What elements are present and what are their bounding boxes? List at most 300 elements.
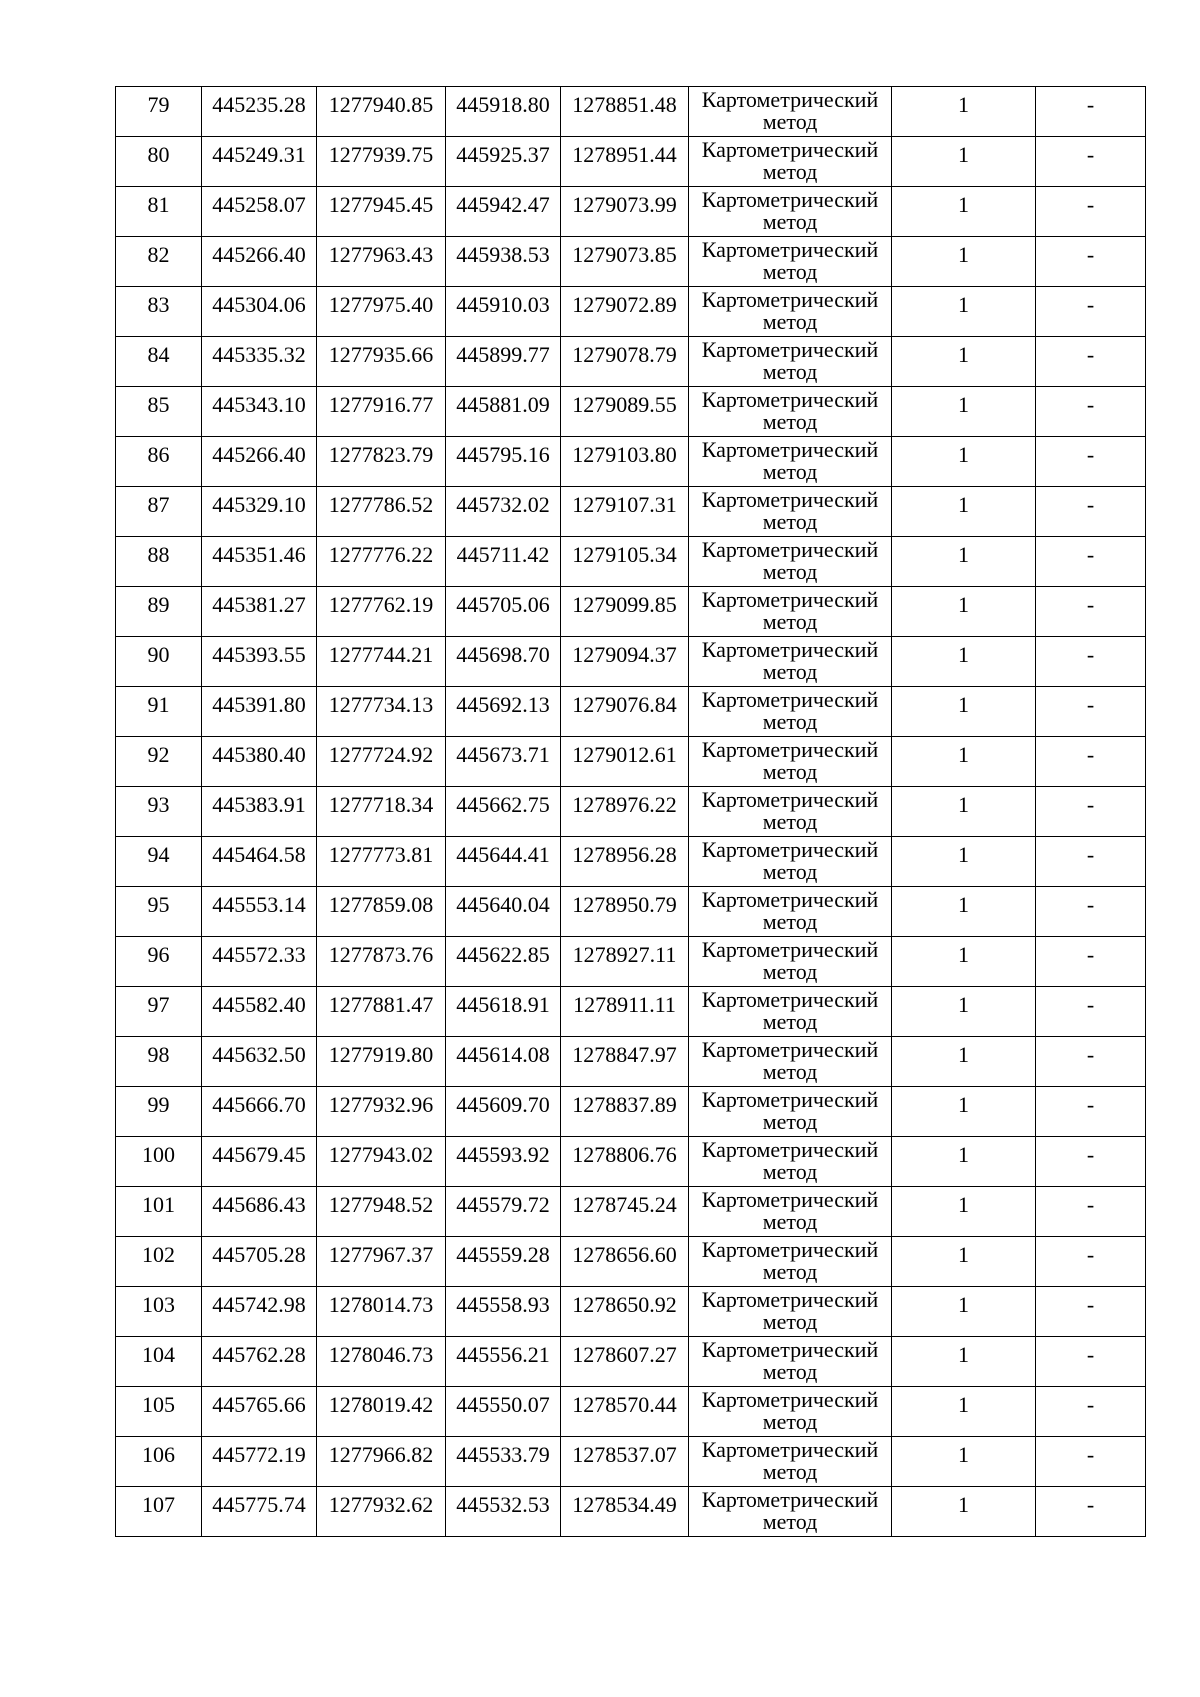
method-line-1: Картометрический (701, 737, 879, 762)
x-new-cell (446, 1487, 561, 1537)
y-existing-cell (317, 737, 446, 787)
method-line-2: метод (762, 611, 818, 633)
method-line-1: Картометрический (701, 337, 879, 362)
accuracy-value: 1 (958, 942, 969, 967)
y-new-cell (561, 1287, 689, 1337)
y-existing-cell (317, 187, 446, 237)
method-text (689, 987, 891, 1033)
method-line-1: Картометрический (701, 87, 879, 112)
method-line-2: метод (762, 661, 818, 683)
method-text (689, 587, 891, 633)
x-new-cell (446, 1337, 561, 1387)
method-line-2: метод (762, 1311, 818, 1333)
y-new-value: 1279099.85 (572, 592, 677, 617)
point-number-cell (116, 1337, 202, 1387)
accuracy-cell (892, 287, 1036, 337)
x-new-value: 445795.16 (456, 442, 550, 467)
method-line-2: метод (762, 361, 818, 383)
point-number-cell (116, 87, 202, 137)
method-text (689, 337, 891, 383)
x-existing-cell (202, 1387, 317, 1437)
y-existing-cell (317, 937, 446, 987)
method-text (689, 1237, 891, 1283)
accuracy-value: 1 (958, 342, 969, 367)
point-number-value: 99 (147, 1092, 170, 1117)
method-text (689, 637, 891, 683)
note-cell (1036, 387, 1146, 437)
y-existing-cell (317, 1237, 446, 1287)
y-existing-value: 1277734.13 (328, 692, 434, 717)
method-line-1: Картометрический (701, 937, 879, 962)
y-existing-value: 1277881.47 (328, 992, 434, 1017)
point-number-cell (116, 837, 202, 887)
point-number-cell (116, 1287, 202, 1337)
point-number-value: 86 (147, 442, 170, 467)
y-existing-cell (317, 1287, 446, 1337)
x-new-cell (446, 1187, 561, 1237)
y-new-cell (561, 387, 689, 437)
x-existing-value: 445775.74 (212, 1492, 306, 1517)
x-existing-value: 445266.40 (212, 442, 306, 467)
method-text (689, 137, 891, 183)
note-cell (1036, 1137, 1146, 1187)
y-new-value: 1278956.28 (572, 842, 677, 867)
x-new-value: 445558.93 (456, 1292, 550, 1317)
point-number-value: 83 (147, 292, 170, 317)
x-existing-value: 445742.98 (212, 1292, 306, 1317)
accuracy-cell (892, 237, 1036, 287)
point-number-cell (116, 787, 202, 837)
method-line-1: Картометрический (701, 1337, 879, 1362)
x-existing-value: 445632.50 (212, 1042, 306, 1067)
note-cell (1036, 1437, 1146, 1487)
note-cell (1036, 937, 1146, 987)
x-existing-value: 445772.19 (212, 1442, 306, 1467)
accuracy-cell (892, 1087, 1036, 1137)
method-cell (689, 737, 892, 787)
note-cell (1036, 337, 1146, 387)
x-existing-cell (202, 387, 317, 437)
point-number-cell (116, 1237, 202, 1287)
x-new-value: 445711.42 (456, 542, 550, 567)
y-existing-value: 1277718.34 (328, 792, 434, 817)
note-value: - (1086, 692, 1095, 717)
note-value: - (1086, 292, 1095, 317)
x-existing-value: 445258.07 (212, 192, 306, 217)
x-new-cell (446, 437, 561, 487)
accuracy-cell (892, 787, 1036, 837)
x-new-cell (446, 537, 561, 587)
method-text (689, 1087, 891, 1133)
x-new-cell (446, 987, 561, 1037)
y-new-cell (561, 837, 689, 887)
point-number-cell (116, 237, 202, 287)
x-new-value: 445925.37 (456, 142, 550, 167)
y-new-value: 1278927.11 (572, 942, 677, 967)
note-value: - (1086, 742, 1095, 767)
accuracy-value: 1 (958, 192, 969, 217)
y-existing-cell (317, 987, 446, 1037)
y-new-value: 1278950.79 (572, 892, 677, 917)
x-new-cell (446, 337, 561, 387)
point-number-value: 85 (147, 392, 170, 417)
method-cell (689, 1287, 892, 1337)
x-new-cell (446, 687, 561, 737)
x-new-value: 445732.02 (456, 492, 550, 517)
y-existing-cell (317, 287, 446, 337)
x-existing-cell (202, 137, 317, 187)
point-number-cell (116, 737, 202, 787)
method-text (689, 1137, 891, 1183)
y-existing-value: 1277873.76 (328, 942, 434, 967)
x-existing-value: 445679.45 (212, 1142, 306, 1167)
x-existing-cell (202, 537, 317, 587)
table-row (116, 887, 1146, 937)
x-new-value: 445533.79 (456, 1442, 550, 1467)
y-existing-value: 1277773.81 (328, 842, 434, 867)
accuracy-cell (892, 987, 1036, 1037)
note-cell (1036, 1087, 1146, 1137)
y-existing-value: 1277724.92 (328, 742, 434, 767)
y-existing-cell (317, 637, 446, 687)
note-value: - (1086, 1142, 1095, 1167)
y-new-cell (561, 587, 689, 637)
method-line-1: Картометрический (701, 787, 879, 812)
method-line-1: Картометрический (701, 1387, 879, 1412)
table-row (116, 937, 1146, 987)
point-number-cell (116, 1037, 202, 1087)
method-text (689, 887, 891, 933)
method-cell (689, 837, 892, 887)
x-new-value: 445559.28 (456, 1242, 550, 1267)
x-new-value: 445662.75 (456, 792, 550, 817)
note-cell (1036, 1387, 1146, 1437)
accuracy-value: 1 (958, 492, 969, 517)
x-existing-value: 445391.80 (212, 692, 306, 717)
y-existing-value: 1277776.22 (328, 542, 434, 567)
y-new-value: 1279078.79 (572, 342, 677, 367)
accuracy-value: 1 (958, 442, 969, 467)
accuracy-cell (892, 387, 1036, 437)
point-number-value: 87 (147, 492, 170, 517)
y-new-value: 1278847.97 (572, 1042, 677, 1067)
note-cell (1036, 187, 1146, 237)
x-new-cell (446, 1037, 561, 1087)
method-cell (689, 1437, 892, 1487)
y-new-cell (561, 1187, 689, 1237)
x-new-value: 445593.92 (456, 1142, 550, 1167)
table-row (116, 87, 1146, 137)
x-new-cell (446, 1087, 561, 1137)
method-cell (689, 1137, 892, 1187)
method-line-2: метод (762, 161, 818, 183)
y-new-cell (561, 87, 689, 137)
point-number-value: 89 (147, 592, 170, 617)
accuracy-value: 1 (958, 1042, 969, 1067)
method-line-2: метод (762, 811, 818, 833)
note-cell (1036, 537, 1146, 587)
accuracy-cell (892, 1237, 1036, 1287)
method-text (689, 1387, 891, 1433)
y-existing-value: 1278019.42 (328, 1392, 434, 1417)
method-text (689, 1037, 891, 1083)
accuracy-cell (892, 337, 1036, 387)
x-existing-value: 445464.58 (212, 842, 306, 867)
note-cell (1036, 837, 1146, 887)
point-number-cell (116, 337, 202, 387)
x-existing-value: 445329.10 (212, 492, 306, 517)
y-existing-value: 1278046.73 (328, 1342, 434, 1367)
table-row (116, 1487, 1146, 1537)
point-number-value: 96 (147, 942, 170, 967)
note-value: - (1086, 642, 1095, 667)
point-number-value: 88 (147, 542, 170, 567)
y-new-cell (561, 1087, 689, 1137)
y-new-cell (561, 437, 689, 487)
method-line-2: метод (762, 1061, 818, 1083)
note-value: - (1086, 92, 1095, 117)
point-number-value: 80 (147, 142, 170, 167)
y-new-value: 1278806.76 (572, 1142, 677, 1167)
accuracy-cell (892, 1187, 1036, 1237)
x-existing-value: 445572.33 (212, 942, 306, 967)
note-value: - (1086, 142, 1095, 167)
method-line-2: метод (762, 1011, 818, 1033)
method-line-2: метод (762, 1211, 818, 1233)
x-new-cell (446, 287, 561, 337)
y-new-cell (561, 1137, 689, 1187)
point-number-cell (116, 687, 202, 737)
x-existing-cell (202, 687, 317, 737)
method-cell (689, 1187, 892, 1237)
x-new-cell (446, 387, 561, 437)
method-text (689, 937, 891, 983)
accuracy-cell (892, 487, 1036, 537)
x-new-cell (446, 1387, 561, 1437)
table-row (116, 537, 1146, 587)
point-number-value: 101 (142, 1192, 175, 1217)
method-cell (689, 787, 892, 837)
x-existing-cell (202, 987, 317, 1037)
method-text (689, 287, 891, 333)
y-new-value: 1279073.99 (572, 192, 677, 217)
x-new-value: 445692.13 (456, 692, 550, 717)
accuracy-value: 1 (958, 142, 969, 167)
method-line-2: метод (762, 1161, 818, 1183)
y-new-cell (561, 637, 689, 687)
x-existing-cell (202, 1487, 317, 1537)
accuracy-cell (892, 1037, 1036, 1087)
x-existing-value: 445343.10 (212, 392, 306, 417)
table-row (116, 387, 1146, 437)
point-number-cell (116, 937, 202, 987)
accuracy-value: 1 (958, 842, 969, 867)
y-new-cell (561, 1387, 689, 1437)
note-value: - (1086, 942, 1095, 967)
x-new-value: 445705.06 (456, 592, 550, 617)
accuracy-value: 1 (958, 542, 969, 567)
y-existing-cell (317, 587, 446, 637)
method-text (689, 1487, 891, 1533)
point-number-value: 90 (147, 642, 170, 667)
method-cell (689, 937, 892, 987)
accuracy-value: 1 (958, 92, 969, 117)
method-line-2: метод (762, 761, 818, 783)
point-number-value: 98 (147, 1042, 170, 1067)
accuracy-value: 1 (958, 1442, 969, 1467)
method-cell (689, 387, 892, 437)
x-existing-cell (202, 487, 317, 537)
point-number-value: 105 (142, 1392, 175, 1417)
method-cell (689, 287, 892, 337)
note-value: - (1086, 492, 1095, 517)
table-row (116, 1137, 1146, 1187)
method-line-2: метод (762, 261, 818, 283)
method-line-2: метод (762, 1411, 818, 1433)
accuracy-value: 1 (958, 742, 969, 767)
method-text (689, 1437, 891, 1483)
x-new-value: 445918.80 (456, 92, 550, 117)
method-line-2: метод (762, 1261, 818, 1283)
point-number-cell (116, 387, 202, 437)
y-existing-value: 1277762.19 (328, 592, 434, 617)
table-row (116, 187, 1146, 237)
y-new-value: 1279107.31 (572, 492, 677, 517)
x-existing-value: 445765.66 (212, 1392, 306, 1417)
table-row (116, 837, 1146, 887)
y-existing-cell (317, 1037, 446, 1087)
point-number-cell (116, 1487, 202, 1537)
method-text (689, 1337, 891, 1383)
table-row (116, 1337, 1146, 1387)
method-line-1: Картометрический (701, 537, 879, 562)
x-new-cell (446, 137, 561, 187)
method-text (689, 1187, 891, 1233)
x-new-cell (446, 1287, 561, 1337)
method-text (689, 87, 891, 133)
y-new-cell (561, 187, 689, 237)
y-existing-cell (317, 837, 446, 887)
table-row (116, 587, 1146, 637)
note-value: - (1086, 1242, 1095, 1267)
coordinates-table (115, 86, 1146, 1537)
method-cell (689, 87, 892, 137)
accuracy-cell (892, 1287, 1036, 1337)
note-cell (1036, 137, 1146, 187)
accuracy-value: 1 (958, 1392, 969, 1417)
point-number-cell (116, 1137, 202, 1187)
y-new-value: 1279073.85 (572, 242, 677, 267)
y-new-cell (561, 887, 689, 937)
x-existing-value: 445666.70 (212, 1092, 306, 1117)
x-existing-value: 445304.06 (212, 292, 306, 317)
table-row (116, 287, 1146, 337)
x-new-value: 445609.70 (456, 1092, 550, 1117)
x-new-value: 445644.41 (456, 842, 550, 867)
x-existing-value: 445235.28 (212, 92, 306, 117)
y-existing-value: 1277744.21 (328, 642, 434, 667)
y-new-cell (561, 787, 689, 837)
x-new-cell (446, 1437, 561, 1487)
x-existing-cell (202, 1287, 317, 1337)
table-row (116, 137, 1146, 187)
table-row (116, 1387, 1146, 1437)
y-new-value: 1278537.07 (572, 1442, 677, 1467)
note-value: - (1086, 442, 1095, 467)
note-value: - (1086, 192, 1095, 217)
accuracy-cell (892, 1387, 1036, 1437)
table-row (116, 987, 1146, 1037)
note-value: - (1086, 992, 1095, 1017)
method-cell (689, 887, 892, 937)
method-line-2: метод (762, 1461, 818, 1483)
x-new-cell (446, 187, 561, 237)
method-line-1: Картометрический (701, 487, 879, 512)
method-line-1: Картометрический (701, 987, 879, 1012)
y-existing-value: 1277943.02 (328, 1142, 434, 1167)
x-existing-value: 445335.32 (212, 342, 306, 367)
x-new-cell (446, 737, 561, 787)
accuracy-value: 1 (958, 642, 969, 667)
x-existing-value: 445381.27 (212, 592, 306, 617)
method-text (689, 537, 891, 583)
table-row (116, 1237, 1146, 1287)
y-new-value: 1279076.84 (572, 692, 677, 717)
x-existing-cell (202, 87, 317, 137)
method-text (689, 237, 891, 283)
method-text (689, 687, 891, 733)
method-text (689, 787, 891, 833)
y-new-cell (561, 1487, 689, 1537)
note-value: - (1086, 242, 1095, 267)
y-new-cell (561, 137, 689, 187)
method-cell (689, 187, 892, 237)
x-existing-value: 445380.40 (212, 742, 306, 767)
x-existing-cell (202, 737, 317, 787)
method-line-1: Картометрический (701, 687, 879, 712)
point-number-value: 94 (147, 842, 170, 867)
point-number-value: 102 (142, 1242, 175, 1267)
y-existing-cell (317, 1437, 446, 1487)
point-number-cell (116, 187, 202, 237)
note-value: - (1086, 1042, 1095, 1067)
x-existing-cell (202, 1137, 317, 1187)
point-number-value: 103 (142, 1292, 175, 1317)
y-existing-cell (317, 87, 446, 137)
point-number-value: 91 (147, 692, 170, 717)
note-cell (1036, 737, 1146, 787)
x-existing-value: 445351.46 (212, 542, 306, 567)
x-existing-cell (202, 337, 317, 387)
accuracy-cell (892, 87, 1036, 137)
accuracy-value: 1 (958, 292, 969, 317)
y-new-cell (561, 1037, 689, 1087)
x-existing-cell (202, 237, 317, 287)
x-new-value: 445938.53 (456, 242, 550, 267)
y-existing-value: 1277975.40 (328, 292, 434, 317)
method-line-2: метод (762, 1111, 818, 1133)
method-line-2: метод (762, 861, 818, 883)
x-new-value: 445622.85 (456, 942, 550, 967)
note-cell (1036, 1037, 1146, 1087)
note-cell (1036, 687, 1146, 737)
point-number-value: 81 (147, 192, 170, 217)
point-number-value: 82 (147, 242, 170, 267)
accuracy-value: 1 (958, 1342, 969, 1367)
x-existing-cell (202, 837, 317, 887)
accuracy-value: 1 (958, 592, 969, 617)
x-existing-cell (202, 887, 317, 937)
